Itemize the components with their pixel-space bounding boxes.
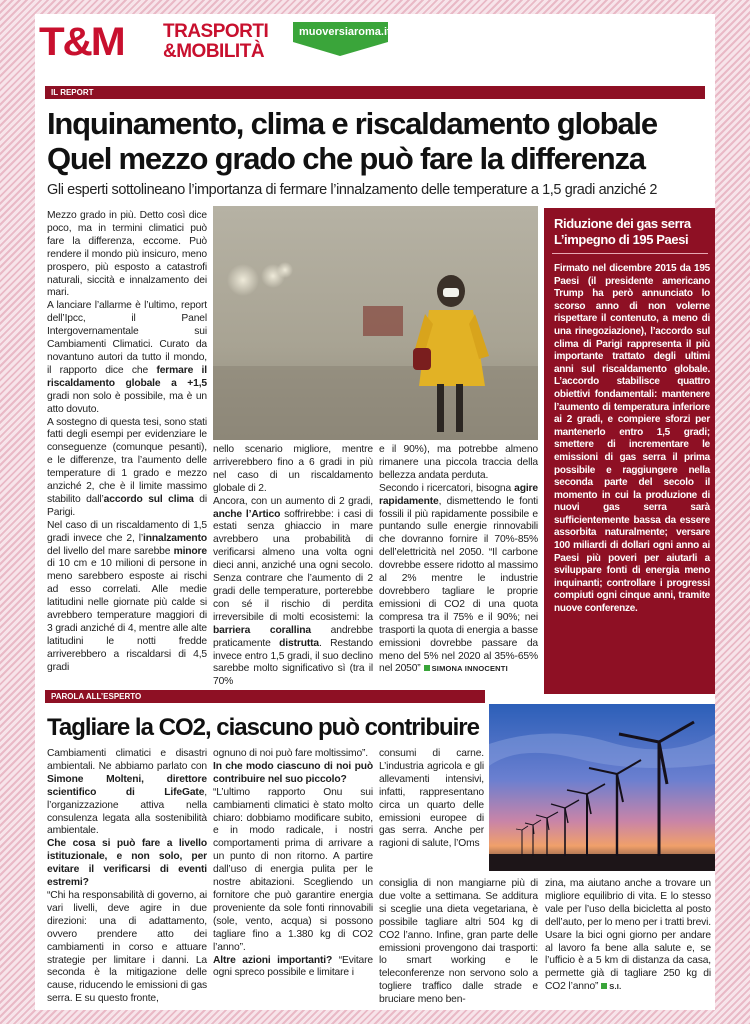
website-url: muoversiaroma.it [293,22,388,42]
report-column-3 [379,444,538,676]
interview-column-2 [213,748,373,980]
author-signature: SIMONA INNOCENTI [431,664,508,674]
interview-question: Che cosa si può fare a livello istituzionale, e non solo, per evitare il verificarsi di eventi estremi? [47,838,207,889]
sidebar-body: Firmato nel dicembre 2015 da 195 Paesi (il presidente americano Trump ha però annunciato lo scorso anno di non volerne rispettare il contenuto, a meno di una rinegoziazione), l’accordo sul clima di Parigi rappresenta il più importante trattato degli ultimi anni sul riscaldamento globale. L’accordo stabilisce quattro obiettivi fondamentali: mantenere l’aumento di temperatura inferiore ai 2 gradi, e compiere sforzi per mantenerlo entro 1,5 gradi; smettere di incrementare le emissioni di gas serra il prima possibile e raggiungere nella seconda parte del secolo il momento in cui la produzione di nuovi gas serra sarà sufficientemente bassa da essere assorbita naturalmente; versare 100 miliardi di dollari ogni anno ai Paesi più poveri per aiutarli a sviluppare fonti di energia meno inquinanti; controllare i progressi compiuti ogni cinque anni, tramite nuove conferenze. [554,263,710,615]
paragraph: consiglia di non mangiarne più di due volte a settimana. Se additura si sceglie una dieta vegetariana, è possibile tagliare altri 504 kg di CO2 l’anno. Infine, gran parte delle emissioni provengono dai trasporti: lo smart working e le teleconferenze non servono solo a togliere traffico dalle strade e bruciare meno ben- [379,878,538,1006]
paragraph: A lanciare l’allarme è l’ultimo, report dell’Ipcc, il Panel Intergovernamentale sui Cambiamenti Climatici. Curato da novantuno autori da tutto il mondo, il rapporto dice che fermare il riscaldamento globale a +1,5 gradi non solo è possibile, ma è un atto dovuto. [47,300,207,415]
paragraph: Nel caso di un riscaldamento di 1,5 gradi invece che 2, l’innalzamento del livello del mare sarebbe minore di 10 cm e 10 milioni di persone in meno sarebbero esposte ai rischi ad esso correlati. Alle medie latitudini nelle giornate più calde si avrebbero temperature maggiori di 3 gradi anziché di 4, mentre alle alte latitudini le notti fredde arriverebbero a riscaldarsi di 4,5 gradi [47,519,207,673]
wind-turbines-photo [489,704,715,871]
interview-answer: Altre azioni importanti? “Evitare ogni spreco possibile e limitare i [213,954,373,979]
report-column-1 [47,210,207,675]
paragraph: Mezzo grado in più. Detto così dice poco, ma in termini climatici può fare la differenza, eccome. Può rendere il mondo più insicuro, meno prospero, più esposto a catastrofi naturali, siccità e innalzamento dei mari. [47,210,207,299]
paragraph: Ancora, con un aumento di 2 gradi, anche l’Artico soffrirebbe: i casi di estati senza ghiaccio in mare avrebbero una probabilità di verificarsi almeno una volta ogni dieci anni, anziché una ogni secolo. Senza contrare che l’aumento di 2 gradi delle temperature, porterebbe con sé il rischio di perdita irreversibile di molti ecosistemi: la barriera corallina andrebbe praticamente distrutta. Restando invece entro 1,5 gradi, il suo declino sarebbe molto significativo sì (tra il 70% [213,495,373,688]
logo-line-2: &MOBILITÀ [163,41,265,62]
logo-wordmark [163,22,268,62]
interview-question: In che modo ciascuno di noi può contribuire nel suo piccolo? [213,760,373,785]
paragraph: consumi di carne. L’industria agricola e gli allevamenti intensivi, infatti, rappresentano circa un quarto delle emissioni europee di gas serra. Anche per ragioni di salute, l’Oms [379,748,484,850]
logo-line-1: TRASPORTI [163,21,269,42]
interview-column-4 [545,878,711,994]
author-signature: S.I. [609,982,622,992]
headline-line-1: Inquinamento, clima e riscaldamento globale [47,106,657,141]
url-arrow-icon [293,42,388,56]
interview-headline: Tagliare la CO2, ciascuno può contribuire [47,714,479,741]
interview-answer: “L’ultimo rapporto Onu sui cambiamenti climatici è stato molto chiaro: dobbiamo modificare subito, e in modo radicale, i nostri comportamenti prima di arrivare a un punto di non ritorno. A partire dall’uso di energia pulita per le nostre abitazioni. Scegliendo un fornitore che può garantire energia proveniente da sole fonti rinnovabili (sole, vento, acqua) si possono tagliare fino a 1.380 kg di CO2 l’anno”. [213,786,373,953]
interview-column-3-top [379,748,484,851]
subheadline: Gli esperti sottolineano l’importanza di fermare l’innalzamento delle temperature a 1,5 gradi anziché 2 [47,182,658,198]
paragraph: Cambiamenti climatici e disastri ambientali. Ne abbiamo parlato con Simone Molteni, direttore scientifico di LifeGate, l’organizzazione attiva nella consulenza legata alla sostenibilità ambientale. [47,748,207,837]
paragraph: e il 90%), ma potrebbe almeno rimanere una piccola traccia della bellezza andata perduta. [379,444,538,481]
report-column-2 [213,444,373,689]
interview-answer: “Chi ha responsabilità di governo, ai vari livelli, deve agire in due direzioni: una di adattamento, ovvero prendere atto dei cambiamenti in corso e attuare strategie per limitare i danni. La seconda è la mitigazione delle cause, riducendo le emissioni di gas serra. E su questo fronte, [47,889,208,1005]
smog-woman-photo [213,206,538,440]
interview-column-3-bottom [379,878,538,1007]
end-mark-icon [424,665,430,671]
main-headline [47,106,707,176]
masthead [35,14,715,72]
paragraph: nello scenario migliore, mentre arriverebbero fino a 6 gradi in più nel caso di un riscaldamento globale di 2. [213,444,373,494]
sidebar-divider [552,253,708,254]
section-label-expert: PAROLA ALL’ESPERTO [45,690,485,703]
sidebar-title-line-2: L’impegno di 195 Paesi [554,232,689,247]
paragraph: Secondo i ricercatori, bisogna agire rapidamente, dismettendo le fonti fossili il più rapidamente possibile e puntando sulle energie rinnovabili che dovranno fornire il 70%-85% dell’elettricità nel 2050. “Il carbone dovrebbe essere ridotto al massimo al 2% mentre le industrie dovrebbero tagliare le proprie emissioni di CO2 di una quota compresa tra il 75% e il 90%; nei trasporti la quota di energia a basse emissioni dovrebbe passare da meno del 5% nel 2020 al 35%-65% nel 2050” SIMONA INNOCENTI [379,482,538,675]
paragraph: A sostegno di questa tesi, sono stati fatti degli esempi per evidenziare le conseguenze (comunque pesanti), e le differenze, tra l’aumento delle temperature di 1 grado e mezzo anziché 2, che è il limite massimo stabilito dall’accordo sul clima di Parigi. [47,416,207,518]
wind-turbines-graphic [489,704,715,871]
newspaper-page [35,14,715,1010]
sidebar-title-line-1: Riduzione dei gas serra [554,216,691,231]
headline-line-2: Quel mezzo grado che può fare la differenza [47,141,645,176]
sidebar-title [554,216,710,248]
paragraph: zina, ma aiutano anche a trovare un migliore equilibrio di vita. E lo stesso vale per l’uso della bicicletta al posto dell’auto, per lo meno per i tratti brevi. Usare la bici ogni giorno per andare al lavoro fa bene alla salute e, se l’ufficio è a 5 km di distanza da casa, permette già di tagliare 250 kg di CO2 l’anno” S.I. [545,878,711,993]
paragraph: ognuno di noi può fare moltissimo”. [213,748,369,759]
logo-mark: T&M [38,20,124,64]
interview-column-1 [47,748,207,1006]
smog-photo-graphic [213,206,538,440]
end-mark-icon [601,983,607,989]
sidebar-box [544,208,715,694]
section-label-report: IL REPORT [45,86,705,99]
